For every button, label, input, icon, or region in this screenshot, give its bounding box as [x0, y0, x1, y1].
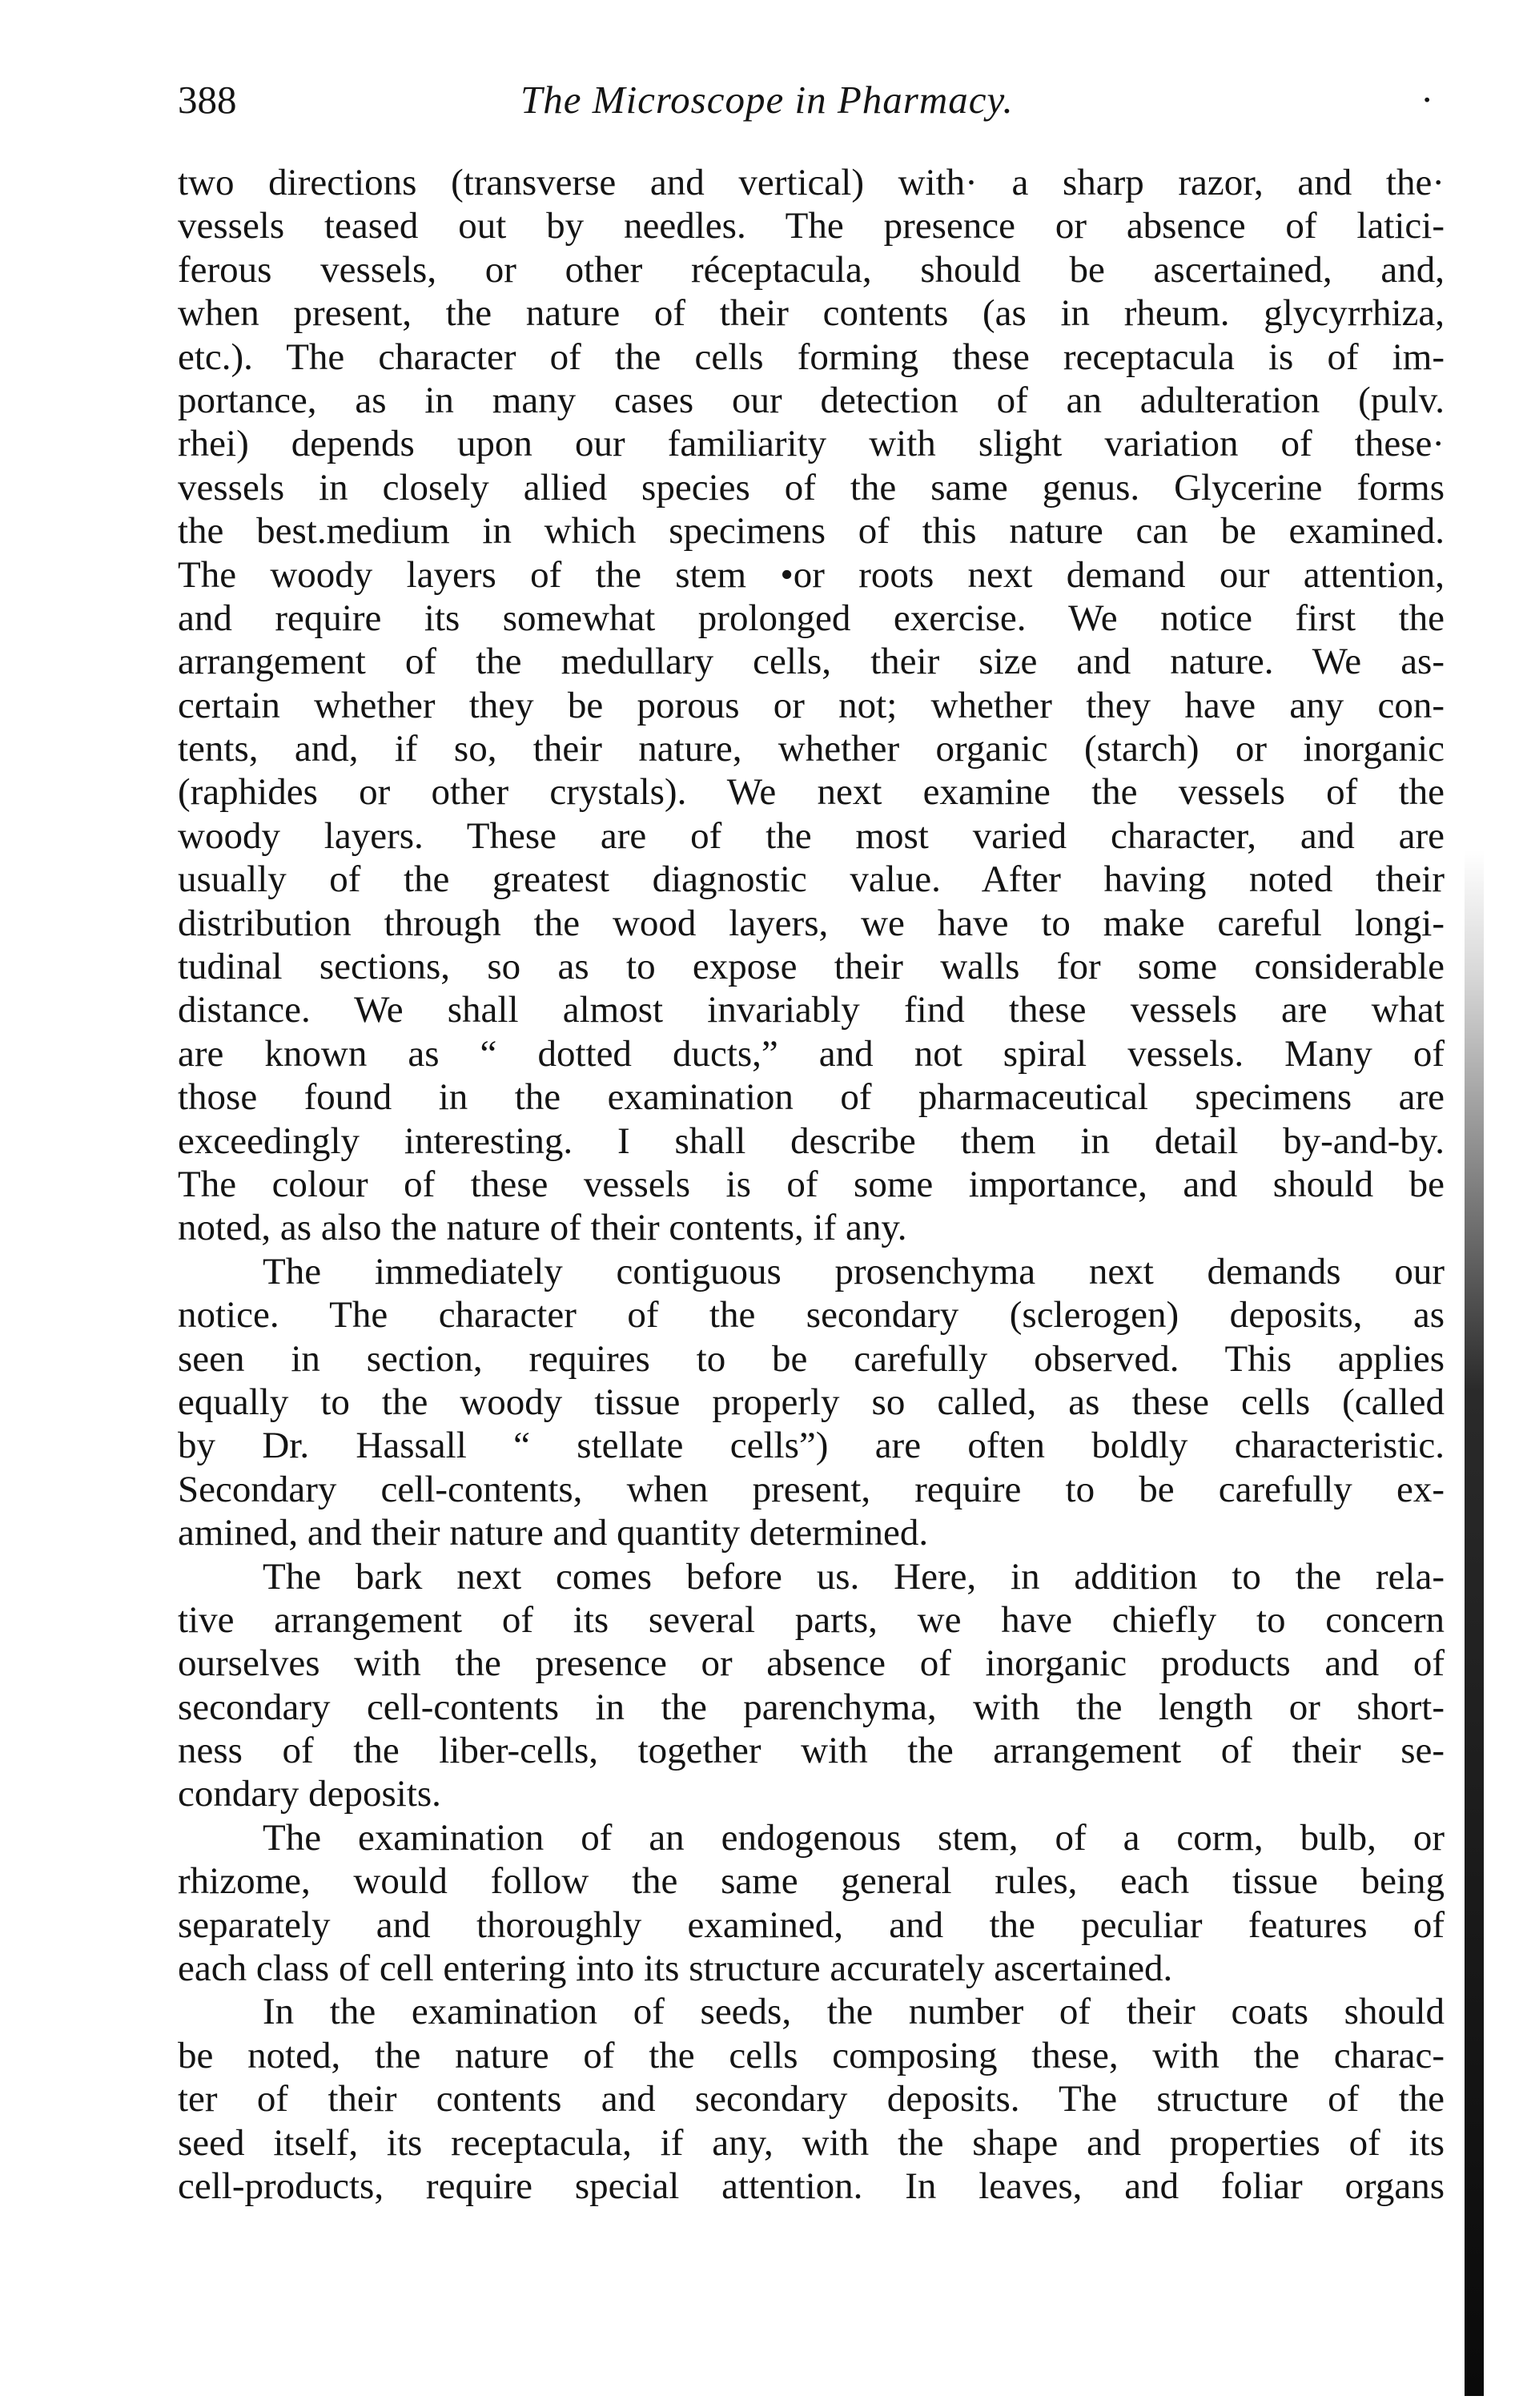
text-line: The bark next comes before us. Here, in addition to the rela- [263, 1555, 1445, 1598]
text-line: equally to the woody tissue properly so called, as these cells (called [178, 1381, 1445, 1423]
text-line: amined, and their nature and quantity determined. [178, 1512, 929, 1554]
text-line: usually of the greatest diagnostic value. After having noted their [178, 858, 1445, 901]
text-line: two directions (transverse and vertical) with· a sharp razor, and the· [178, 162, 1445, 203]
text-line: woody layers. These are of the most varied character, and are [178, 814, 1445, 857]
text-line: are known as “ dotted ducts,” and not spiral vessels. Many of [178, 1032, 1445, 1075]
text-line: In the examination of seeds, the number of their coats should [263, 1991, 1445, 2033]
text-line: separately and thoroughly examined, and the peculiar features of [178, 1903, 1445, 1946]
page-number: 388 [178, 78, 237, 122]
text-line: certain whether they be porous or not; whether they have any con- [178, 684, 1445, 726]
text-line: The examination of an endogenous stem, of a corm, bulb, or [263, 1816, 1445, 1859]
text-line: be noted, the nature of the cells composing these, with the charac- [178, 2034, 1445, 2076]
text-line: (raphides or other crystals). We next examine the vessels of the [178, 771, 1445, 814]
text-line: and require its somewhat prolonged exercise. We notice first the [178, 597, 1445, 639]
text-line: tudinal sections, so as to expose their walls for some considerable [178, 946, 1445, 988]
text-line: The colour of these vessels is of some importance, and should be [178, 1163, 1445, 1205]
paragraph-3 [178, 1555, 1445, 1816]
text-line: The immediately contiguous prosenchyma next demands our [263, 1250, 1445, 1292]
text-line: the best.medium in which specimens of this nature can be examined. [178, 510, 1445, 553]
text-line: condary deposits. [178, 1773, 441, 1815]
text-line: those found in the examination of pharmaceutical specimens are [178, 1076, 1445, 1119]
text-line: etc.). The character of the cells forming these receptacula is of im- [178, 336, 1445, 378]
text-line: when present, the nature of their contents (as in rheum. glycyrrhiza, [178, 292, 1445, 335]
text-line: each class of cell entering into its structure accurately ascertained. [178, 1948, 1173, 1990]
paragraph-1 [178, 161, 1445, 1250]
body-text [178, 161, 1445, 2208]
text-line: tive arrangement of its several parts, we have chiefly to concern [178, 1598, 1445, 1641]
paragraph-2 [178, 1250, 1445, 1555]
text-line: arrangement of the medullary cells, their size and nature. We as- [178, 641, 1445, 683]
text-line: distance. We shall almost invariably find these vessels are what [178, 989, 1445, 1031]
running-title: The Microscope in Pharmacy. [520, 78, 1014, 122]
paragraph-4 [178, 1816, 1445, 1991]
text-line: notice. The character of the secondary (sclerogen) deposits, as [178, 1294, 1445, 1337]
text-line: ourselves with the presence or absence of inorganic products and of [178, 1642, 1445, 1685]
text-line: rhei) depends upon our familiarity with slight variation of these· [178, 423, 1445, 465]
text-line: ferous vessels, or other réceptacula, should be ascertained, and, [178, 248, 1445, 291]
text-line: vessels teased out by needles. The presence or absence of latici- [178, 205, 1445, 247]
text-line: vessels in closely allied species of the same genus. Glycerine forms [178, 466, 1445, 509]
text-line: seed itself, its receptacula, if any, with the shape and properties of its [178, 2121, 1445, 2164]
text-line: The woody layers of the stem •or roots next demand our attention, [178, 553, 1445, 596]
header-dot: · [1421, 78, 1434, 122]
text-line: seen in section, requires to be carefully observed. This applies [178, 1337, 1445, 1380]
text-line: noted, as also the nature of their contents, if any. [178, 1207, 907, 1249]
text-line: distribution through the wood layers, we have to make careful longi- [178, 902, 1445, 944]
text-line: rhizome, would follow the same general rules, each tissue being [178, 1860, 1445, 1903]
text-line: secondary cell-contents in the parenchyma, with the length or short- [178, 1686, 1445, 1728]
text-line: by Dr. Hassall “ stellate cells”) are often boldly characteristic. [178, 1425, 1445, 1467]
page-edge-shadow [1465, 850, 1484, 2396]
text-line: ter of their contents and secondary deposits. The structure of the [178, 2078, 1445, 2121]
text-line: portance, as in many cases our detection of an adulteration (pulv. [178, 379, 1445, 421]
text-line: exceedingly interesting. I shall describe them in detail by-and-by. [178, 1120, 1445, 1162]
paragraph-5 [178, 1990, 1445, 2208]
text-line: tents, and, if so, their nature, whether organic (starch) or inorganic [178, 728, 1445, 770]
text-line: Secondary cell-contents, when present, require to be carefully ex- [178, 1468, 1445, 1510]
text-line: cell-products, require special attention. In leaves, and foliar organs [178, 2165, 1445, 2207]
text-line: ness of the liber-cells, together with the arrangement of their se- [178, 1730, 1445, 1772]
page-header [178, 77, 1443, 141]
